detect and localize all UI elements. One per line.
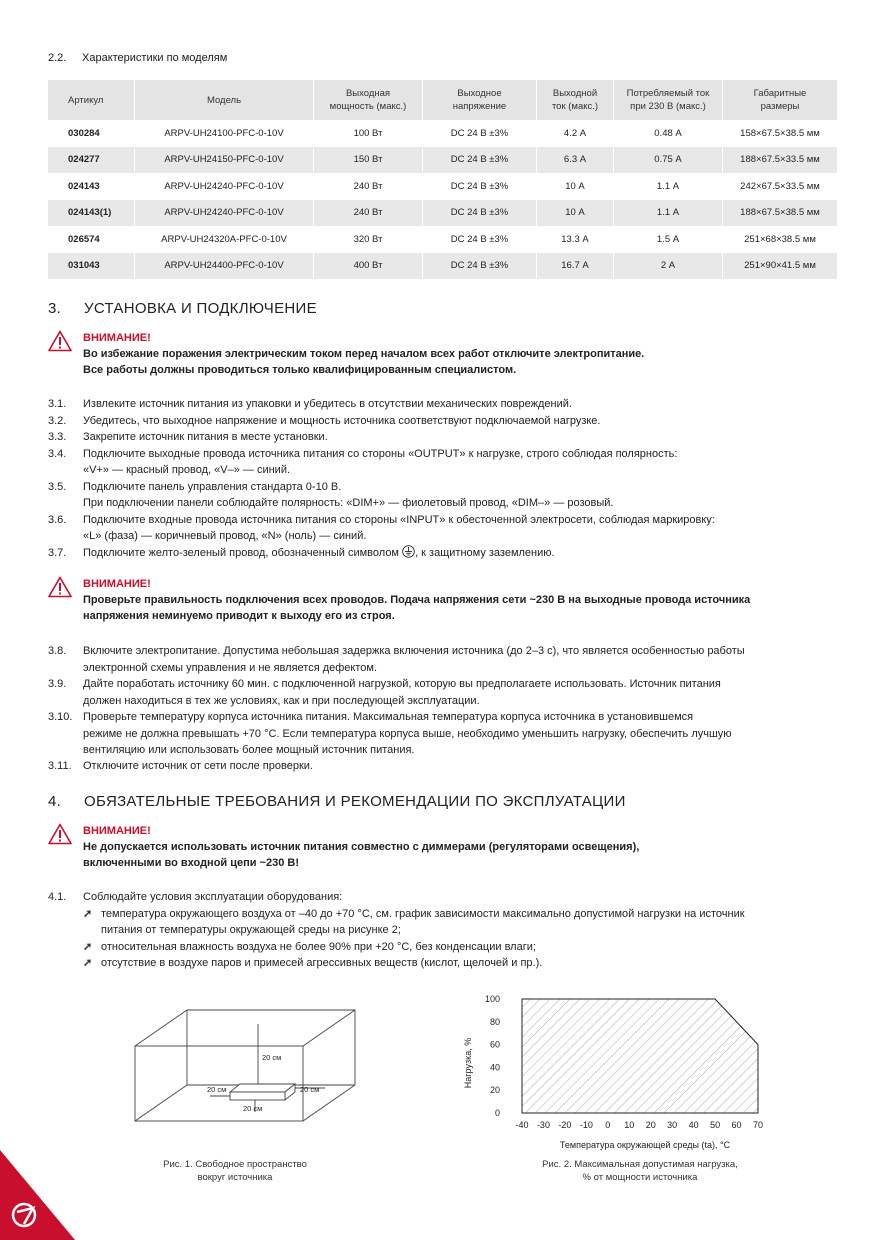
cell-model: ARPV-UH24240-PFC-0-10V [135, 200, 314, 227]
cell-current: 13.3 А [537, 226, 614, 253]
cell-voltage: DC 24 В ±3% [423, 226, 537, 253]
bullet-text: отсутствие в воздухе паров и примесей агрессивных веществ (кислот, щелочей и пр.). [101, 957, 543, 969]
bullet-text: относительная влажность воздуха не более 90% при +20 °С, без конденсации влаги; [101, 940, 536, 953]
item-text: , к защитному заземлению. [415, 546, 555, 559]
arrow-bullet-icon: ➚ [83, 940, 93, 953]
cell-dimensions: 188×67.5×33.5 мм [723, 147, 838, 174]
x-tick-label: 10 [624, 1120, 635, 1130]
list-item-3-3 [48, 429, 843, 446]
cell-voltage: DC 24 В ±3% [423, 120, 537, 147]
caption-line: вокруг источника [197, 1172, 273, 1183]
cell-article: 024277 [48, 147, 135, 174]
item-text: Убедитесь, что выходное напряжение и мощность источника соответствуют подключаемой нагрузке. [83, 414, 601, 427]
cell-article: 030284 [48, 120, 135, 147]
item-number: 3.5. [48, 480, 67, 493]
y-tick-label: 40 [489, 1062, 500, 1073]
cell-current: 10 А [537, 200, 614, 227]
arrow-bullet-icon: ➚ [83, 957, 93, 969]
item-text: вентиляцию или использовать более мощный источник питания. [83, 744, 415, 756]
item-number: 3.6. [48, 513, 67, 526]
warning-text-line: напряжения неминуемо приводит к выходу его из строя. [83, 610, 395, 622]
x-tick-label: -30 [536, 1120, 550, 1130]
item-number: 3.7. [48, 546, 67, 559]
cell-model: ARPV-UH24150-PFC-0-10V [135, 147, 314, 174]
item-number: 3.2. [48, 414, 67, 427]
item-text: Подключите панель управления стандарта 0-10 В. [83, 480, 342, 493]
y-tick-label: 80 [489, 1016, 500, 1027]
cell-dimensions: 188×67.5×38.5 мм [723, 200, 838, 227]
list-item-3-7 [48, 545, 843, 562]
cell-dimensions: 242×67.5×33.5 мм [723, 173, 838, 200]
cell-input-current: 1.1 А [614, 200, 723, 227]
col-header-input-current: Потребляемый ток при 230 В (макс.) [614, 80, 723, 120]
warning-text-line: Не допускается использовать источник питания совместно с диммерами (регуляторами освещения), [83, 841, 640, 853]
x-tick-label: 50 [710, 1120, 721, 1130]
figure-2-caption [505, 1158, 775, 1184]
item-text: режиме не должна превышать +70 °С. Если температура корпуса выше, необходимо уменьшить нагрузку, обеспечить лучшую [83, 727, 732, 740]
item-text: Включите электропитание. Допустима небольшая задержка включения источника (до 2–3 с), что является особенностью работы [83, 645, 745, 657]
caption-line: Рис. 1. Свободное пространство [163, 1159, 307, 1170]
cell-voltage: DC 24 В ±3% [423, 253, 537, 280]
x-tick-label: 40 [688, 1120, 699, 1130]
y-tick-label: 0 [494, 1108, 500, 1118]
arrow-bullet-icon: ➚ [83, 907, 93, 920]
item-text: должен находиться в тех же условиях, как и при последующей эксплуатации. [83, 694, 480, 707]
cell-current: 4.2 А [537, 120, 614, 147]
table-row [48, 147, 838, 174]
item-number: 3.8. [48, 645, 67, 657]
cell-dimensions: 251×90×41.5 мм [723, 253, 838, 280]
item-text: «V+» — красный провод, «V–» — синий. [83, 464, 291, 476]
cell-input-current: 0.48 А [614, 120, 723, 147]
cell-dimensions: 158×67.5×38.5 мм [723, 120, 838, 147]
item-text: При подключении панели соблюдайте полярность: «DIM+» — фиолетовый провод, «DIM–» — розовый. [83, 497, 614, 509]
warning-title: ВНИМАНИЕ! [83, 825, 151, 837]
cell-article: 024143 [48, 173, 135, 200]
spec-table [48, 80, 838, 279]
col-header-power: Выходная мощность (макс.) [314, 80, 423, 120]
dim-label-front: 20 см [243, 1104, 263, 1113]
cell-input-current: 0.75 А [614, 147, 723, 174]
item-text: электронной схемы управления и не является дефектом. [83, 661, 377, 674]
item-number: 3.4. [48, 447, 67, 460]
item-text: Соблюдайте условия эксплуатации оборудования: [83, 891, 343, 903]
x-tick-label: 60 [731, 1120, 742, 1130]
item-text: Извлеките источник питания из упаковки и убедитесь в отсутствии механических повреждений. [83, 398, 572, 410]
table-row [48, 253, 838, 280]
list-item-3-9 [48, 676, 843, 709]
item-text: Подключите желто-зеленый провод, обозначенный символом [83, 546, 399, 559]
list-item-3-6 [48, 512, 843, 545]
item-number: 4.1. [48, 891, 67, 903]
item-text: Дайте поработать источнику 60 мин. с подключенной нагрузкой, которую вы предполагаете использовать. Источник питания [83, 678, 721, 690]
bullet-item [83, 939, 843, 956]
table-row [48, 173, 838, 200]
list-item-3-11 [48, 758, 843, 775]
cell-power: 240 Вт [314, 200, 423, 227]
list-item-3-4 [48, 446, 843, 479]
cell-model: ARPV-UH24320A-PFC-0-10V [135, 226, 314, 253]
free-space-diagram [125, 1000, 375, 1130]
x-axis-label: Температура окружающей среды (ta), °С [559, 1140, 731, 1150]
dim-label-top: 20 см [262, 1053, 282, 1062]
table-row [48, 120, 838, 147]
warning-icon [48, 330, 72, 352]
warning-icon [48, 823, 72, 845]
col-header-voltage: Выходное напряжение [423, 80, 537, 120]
item-number: 3.10. [48, 711, 73, 723]
section-number: 4. [48, 793, 62, 810]
brand-corner-logo [0, 1150, 75, 1240]
cell-input-current: 2 А [614, 253, 723, 280]
section-3-heading [48, 300, 317, 317]
section-title: УСТАНОВКА И ПОДКЛЮЧЕНИЕ [84, 300, 317, 317]
list-item-3-1 [48, 396, 843, 413]
item-number: 3.3. [48, 431, 67, 443]
list-item-3-8 [48, 643, 843, 676]
cell-current: 10 А [537, 173, 614, 200]
cell-power: 320 Вт [314, 226, 423, 253]
y-axis-label: Нагрузка, % [463, 1037, 473, 1089]
section-title: Характеристики по моделям [82, 52, 228, 64]
item-number: 3.1. [48, 398, 67, 410]
dim-label-right: 20 см [300, 1085, 320, 1094]
ground-symbol-icon [402, 545, 415, 558]
x-tick-label: 0 [605, 1120, 611, 1130]
x-tick-label: -40 [515, 1120, 529, 1130]
figure-1-caption [120, 1158, 350, 1184]
cell-input-current: 1.5 А [614, 226, 723, 253]
col-header-current: Выходной ток (макс.) [537, 80, 614, 120]
caption-line: % от мощности источника [582, 1172, 698, 1183]
section-2-2-heading [48, 52, 227, 64]
table-row [48, 200, 838, 227]
caption-line: Рис. 2. Максимальная допустимая нагрузка, [542, 1159, 738, 1170]
x-tick-label: -10 [579, 1120, 593, 1130]
col-header-model: Модель [135, 80, 314, 120]
warning-text-line: Все работы должны проводиться только квалифицированным специалистом. [83, 364, 517, 376]
section-number: 2.2. [48, 52, 67, 64]
item-text: Подключите выходные провода источника питания со стороны «OUTPUT» к нагрузке, строго соблюдая полярность: [83, 447, 678, 460]
cell-voltage: DC 24 В ±3% [423, 173, 537, 200]
y-tick-label: 100 [484, 994, 500, 1004]
cell-voltage: DC 24 В ±3% [423, 147, 537, 174]
item-text: Отключите источник от сети после проверки. [83, 760, 313, 772]
list-item-3-5 [48, 479, 843, 512]
y-tick-label: 60 [489, 1039, 500, 1050]
cell-current: 6.3 А [537, 147, 614, 174]
col-header-article: Артикул [48, 80, 135, 120]
derating-chart [455, 985, 775, 1155]
cell-article: 026574 [48, 226, 135, 253]
cell-current: 16.7 А [537, 253, 614, 280]
cell-power: 100 Вт [314, 120, 423, 147]
dim-label-left: 20 см [207, 1085, 227, 1094]
section-number: 3. [48, 300, 62, 317]
y-tick-label: 20 [489, 1085, 500, 1096]
warning-icon [48, 576, 72, 598]
x-tick-label: 20 [645, 1120, 656, 1130]
section-title: ОБЯЗАТЕЛЬНЫЕ ТРЕБОВАНИЯ И РЕКОМЕНДАЦИИ ПО ЭКСПЛУАТАЦИИ [84, 793, 626, 810]
warning-text-line: Во избежание поражения электрическим током перед началом всех работ отключите электропитание. [83, 348, 645, 360]
cell-input-current: 1.1 А [614, 173, 723, 200]
item-text: Подключите входные провода источника питания со стороны «INPUT» к обесточенной электросети, соблюдая маркировку: [83, 513, 715, 526]
load-area [522, 999, 758, 1113]
x-tick-label: 70 [752, 1120, 764, 1130]
item-text: Закрепите источник питания в месте установки. [83, 431, 328, 443]
cell-model: ARPV-UH24100-PFC-0-10V [135, 120, 314, 147]
cell-voltage: DC 24 В ±3% [423, 200, 537, 227]
bullet-text: температура окружающего воздуха от –40 до +70 °С, см. график зависимости максимально допустимой нагрузки на источник [101, 907, 745, 920]
table-header-row [48, 80, 838, 120]
warning-title: ВНИМАНИЕ! [83, 578, 151, 590]
cell-model: ARPV-UH24400-PFC-0-10V [135, 253, 314, 280]
warning-title: ВНИМАНИЕ! [83, 332, 151, 344]
warning-text-line: включенными во входной цепи ~230 В! [83, 857, 300, 869]
cell-article: 024143(1) [48, 200, 135, 227]
x-tick-label: 30 [667, 1120, 678, 1130]
cell-power: 150 Вт [314, 147, 423, 174]
warning-text-line: Проверьте правильность подключения всех проводов. Подача напряжения сети ~230 В на выходные провода источника [83, 594, 751, 606]
item-text: Проверьте температуру корпуса источника питания. Максимальная температура корпуса источника в установившемся [83, 711, 694, 723]
list-item-3-2 [48, 413, 843, 430]
col-header-dimensions: Габаритные размеры [723, 80, 838, 120]
table-row [48, 226, 838, 253]
cell-dimensions: 251×68×38.5 мм [723, 226, 838, 253]
item-number: 3.11. [48, 760, 72, 772]
bullet-item [83, 906, 843, 939]
cell-model: ARPV-UH24240-PFC-0-10V [135, 173, 314, 200]
bullet-text: питания от температуры окружающей среды на рисунке 2; [101, 924, 401, 936]
item-text: «L» (фаза) — коричневый провод, «N» (ноль) — синий. [83, 530, 367, 542]
bullet-item [83, 955, 843, 972]
list-item-3-10 [48, 709, 843, 759]
cell-power: 400 Вт [314, 253, 423, 280]
section-4-heading [48, 793, 626, 810]
cell-power: 240 Вт [314, 173, 423, 200]
x-tick-label: -20 [558, 1120, 572, 1130]
list-item-4-1 [48, 889, 843, 906]
cell-article: 031043 [48, 253, 135, 280]
item-number: 3.9. [48, 678, 67, 690]
